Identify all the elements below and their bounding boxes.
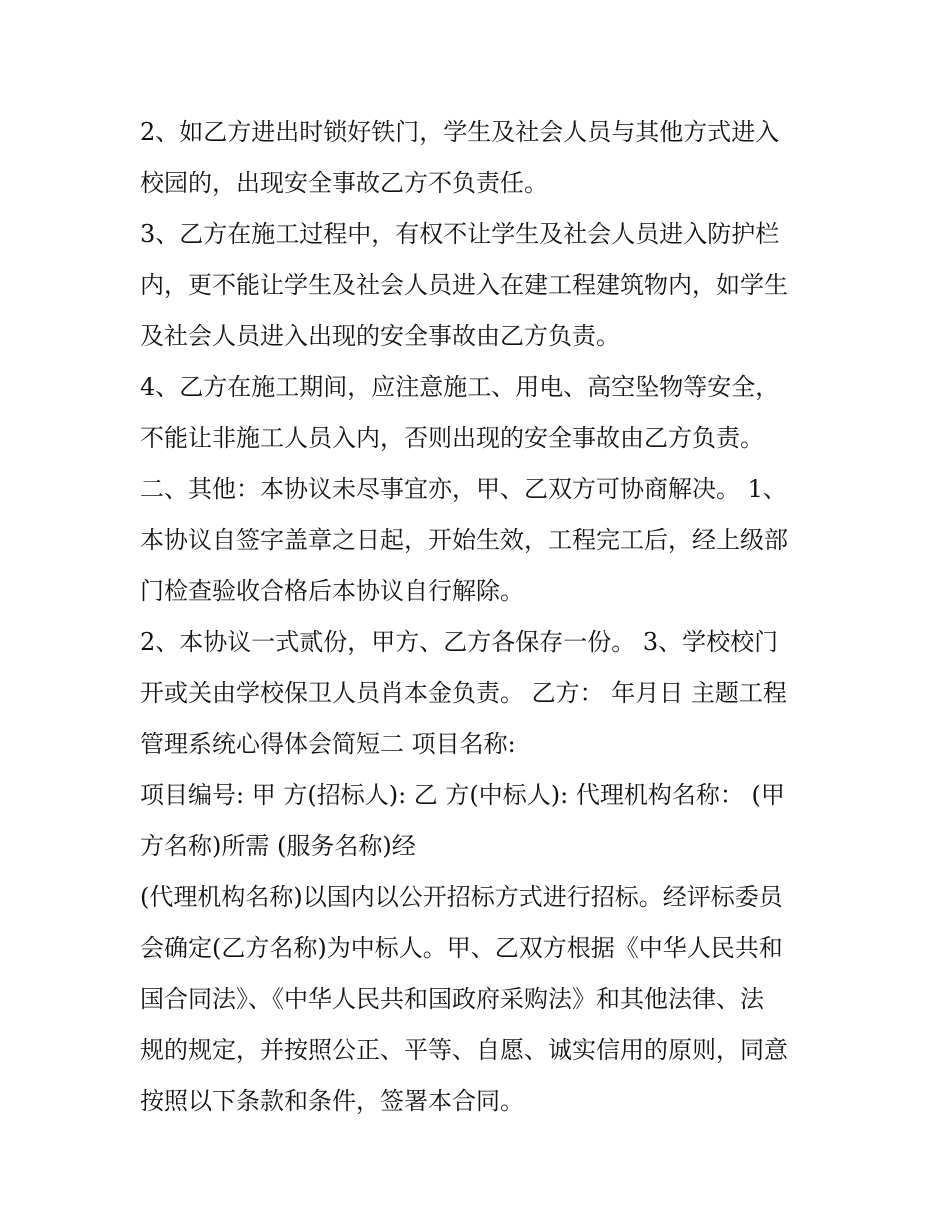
- text-line: 2、如乙方进出时锁好铁门，学生及社会人员与其他方式进入: [140, 118, 780, 146]
- text-line: 本协议自签字盖章之日起，开始生效，工程完工后，经上级部: [140, 526, 788, 554]
- text-line: 规的规定，并按照公正、平等、自愿、诚实信用的原则，同意: [140, 1036, 788, 1064]
- text-line: (代理机构名称)以国内以公开招标方式进行招标。经评标委员: [140, 883, 783, 911]
- text-line: 不能让非施工人员入内，否则出现的安全事故由乙方负责。: [140, 424, 764, 452]
- text-line: 开或关由学校保卫人员肖本金负责。 乙方： 年月日 主题工程: [140, 679, 787, 707]
- text-line: 会确定(乙方名称)为中标人。甲、乙双方根据《中华人民共和: [140, 934, 783, 962]
- text-line: 门检查验收合格后本协议自行解除。: [140, 577, 524, 605]
- text-line: 及社会人员进入出现的安全事故由乙方负责。: [140, 322, 620, 350]
- text-line: 2、本协议一式贰份，甲方、乙方各保存一份。 3、学校校门: [140, 628, 779, 656]
- text-line: 国合同法》、《中华人民共和国政府采购法》和其他法律、法: [140, 985, 764, 1013]
- text-line: 方名称)所需 (服务名称)经: [140, 832, 416, 860]
- document-body: [140, 107, 820, 1127]
- text-line: 内，更不能让学生及社会人员进入在建工程建筑物内，如学生: [140, 271, 788, 299]
- text-line: 管理系统心得体会简短二 项目名称:: [140, 730, 516, 758]
- text-line: 3、乙方在施工过程中，有权不让学生及社会人员进入防护栏: [140, 220, 780, 248]
- text-line: 项目编号: 甲 方(招标人): 乙 方(中标人): 代理机构名称： (甲: [140, 781, 785, 809]
- text-line: 校园的，出现安全事故乙方不负责任。: [140, 169, 548, 197]
- text-line: 4、乙方在施工期间，应注意施工、用电、高空坠物等安全，: [140, 373, 780, 401]
- text-line: 二、其他：本协议未尽事宜亦，甲、乙双方可协商解决。 1、: [140, 475, 787, 503]
- text-line: 按照以下条款和条件，签署本合同。: [140, 1087, 524, 1115]
